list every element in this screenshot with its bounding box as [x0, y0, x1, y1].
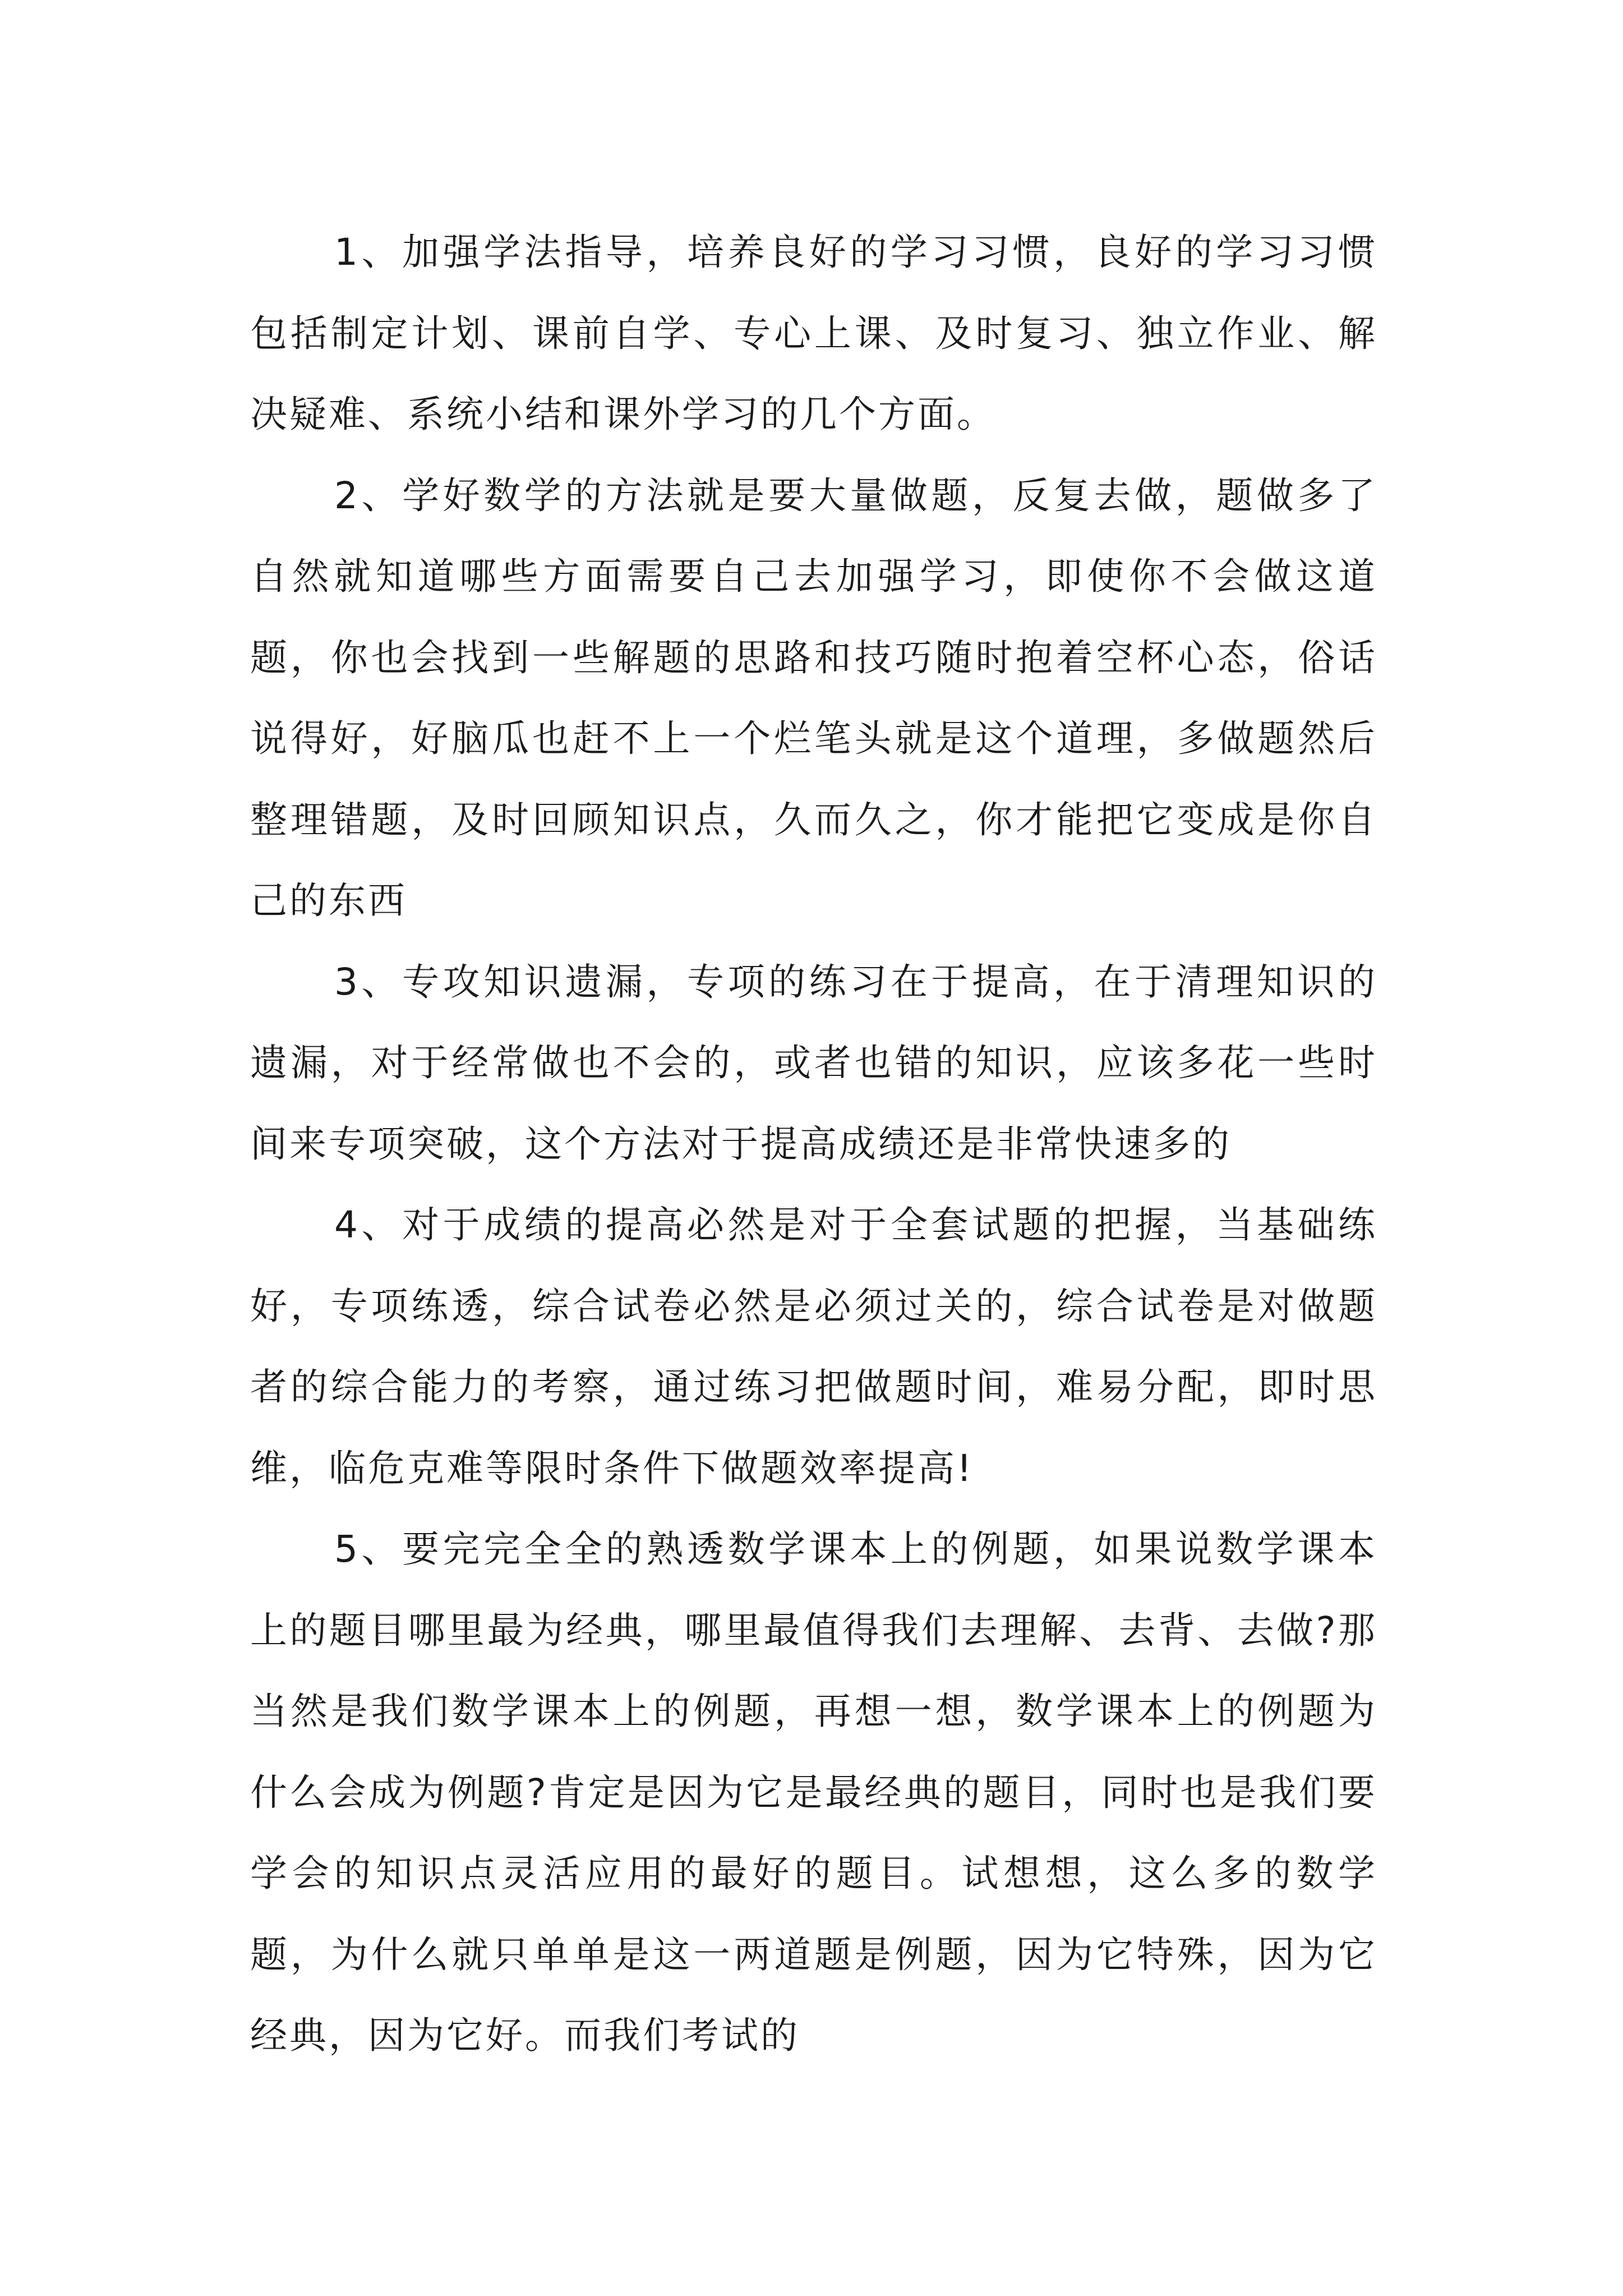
document-body	[250, 212, 1377, 2077]
paragraph-3: 3、专攻知识遗漏，专项的练习在于提高，在于清理知识的遗漏，对于经常做也不会的，或者也错的知识，应该多花一些时间来专项突破，这个方法对于提高成绩还是非常快速多的	[250, 960, 1377, 1166]
paragraph-1: 1、加强学法指导，培养良好的学习习惯，良好的学习习惯包括制定计划、课前自学、专心上课、及时复习、独立作业、解决疑难、系统小结和课外学习的几个方面。	[250, 231, 1377, 436]
paragraph-5: 5、要完完全全的熟透数学课本上的例题，如果说数学课本上的题目哪里最为经典，哪里最值得我们去理解、去背、去做?那当然是我们数学课本上的例题，再想一想，数学课本上的例题为什么会成为例题?肯定是因为它是最经典的题目，同时也是我们要学会的知识点灵活应用的最好的题目。试想想，这么多的数学题，为什么就只单单是这一两道题是例题，因为它特殊，因为它经典，因为它好。而我们考试的	[250, 1527, 1377, 2057]
paragraph-2: 2、学好数学的方法就是要大量做题，反复去做，题做多了自然就知道哪些方面需要自己去加强学习，即使你不会做这道题，你也会找到一些解题的思路和技巧随时抱着空杯心态，俗话说得好，好脑瓜也赶不上一个烂笔头就是这个道理，多做题然后整理错题，及时回顾知识点，久而久之，你才能把它变成是你自己的东西	[250, 473, 1377, 922]
paragraph-4: 4、对于成绩的提高必然是对于全套试题的把握，当基础练好，专项练透，综合试卷必然是必须过关的，综合试卷是对做题者的综合能力的考察，通过练习把做题时间，难易分配，即时思维，临危克难等限时条件下做题效率提高!	[250, 1203, 1377, 1490]
